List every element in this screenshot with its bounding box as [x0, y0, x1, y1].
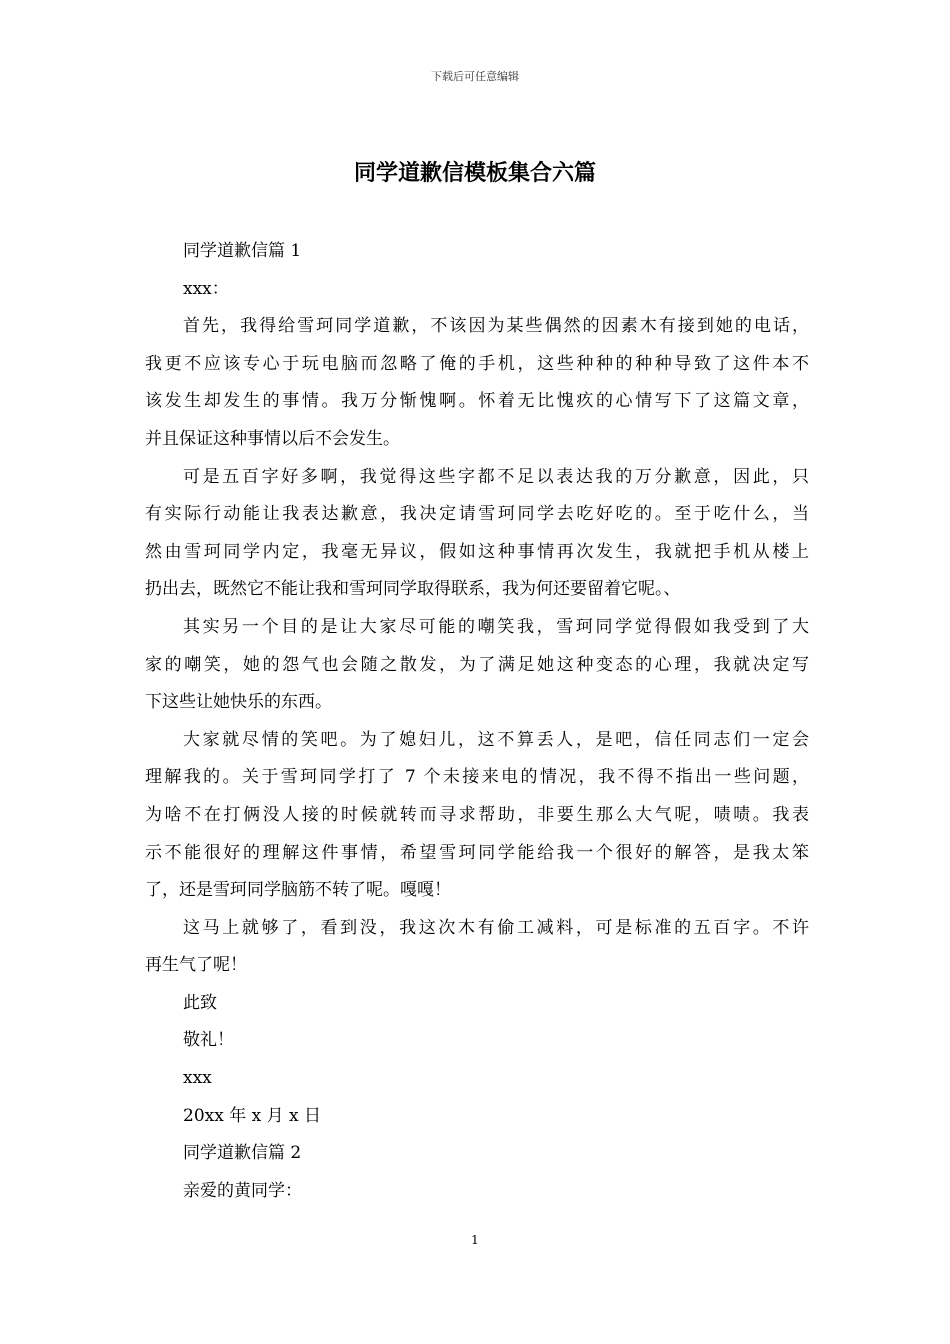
- body-line: 示不能很好的理解这件事情，希望雪珂同学能给我一个很好的解答，是我太笨: [145, 842, 809, 863]
- body-line: 为啥不在打俩没人接的时候就转而寻求帮助，非要生那么大气呢，啧啧。我表: [145, 804, 809, 825]
- body-line: 然由雪珂同学内定，我毫无异议，假如这种事情再次发生，我就把手机从楼上: [145, 541, 809, 562]
- body-line: 家的嘲笑，她的怨气也会随之散发，为了满足她这种变态的心理，我就决定写: [145, 654, 809, 675]
- header-note: 下载后可任意编辑: [431, 70, 519, 83]
- body-line: 此致: [183, 992, 217, 1013]
- body-line: 再生气了呢！: [145, 955, 247, 976]
- body-line: 首先，我得给雪珂同学道歉，不该因为某些偶然的因素木有接到她的电话，: [183, 316, 809, 337]
- body-line: 这马上就够了，看到没，我这次木有偷工减料，可是标准的五百字。不许: [183, 917, 809, 938]
- body-line: 同学道歉信篇 2: [183, 1143, 302, 1164]
- body-line: 敬礼！: [183, 1030, 234, 1051]
- body-line: 同学道歉信篇 1: [183, 241, 302, 261]
- body-line: 了，还是雪珂同学脑筋不转了呢。嘎嘎！: [145, 880, 451, 901]
- body-line: 并且保证这种事情以后不会发生。: [145, 428, 400, 449]
- body-line: 有实际行动能让我表达歉意，我决定请雪珂同学去吃好吃的。至于吃什么，当: [145, 504, 809, 525]
- body-line: xxx：: [183, 278, 229, 299]
- body-line: 可是五百字好多啊，我觉得这些字都不足以表达我的万分歉意，因此，只: [183, 466, 809, 487]
- body-line: 我更不应该专心于玩电脑而忽略了俺的手机，这些种种的种种导致了这件本不: [145, 353, 809, 374]
- document-body: [145, 233, 809, 1210]
- body-line: 20xx 年 x 月 x 日: [183, 1105, 322, 1126]
- body-line: 亲爱的黄同学：: [183, 1180, 302, 1201]
- body-line: xxx: [183, 1068, 212, 1089]
- document-title: 同学道歉信模板集合六篇: [353, 160, 596, 186]
- body-line: 大家就尽情的笑吧。为了媳妇儿，这不算丢人，是吧，信任同志们一定会: [183, 729, 809, 750]
- body-line: 理解我的。关于雪珂同学打了 7 个未接来电的情况，我不得不指出一些问题，: [145, 767, 809, 788]
- body-line: 扔出去，既然它不能让我和雪珂同学取得联系，我为何还要留着它呢。、: [145, 579, 681, 600]
- body-line: 下这些让她快乐的东西。: [145, 692, 332, 713]
- page-number: 1: [471, 1233, 479, 1247]
- body-line: 其实另一个目的是让大家尽可能的嘲笑我，雪珂同学觉得假如我受到了大: [183, 616, 809, 637]
- body-line: 该发生却发生的事情。我万分惭愧啊。怀着无比愧疚的心情写下了这篇文章，: [145, 391, 809, 412]
